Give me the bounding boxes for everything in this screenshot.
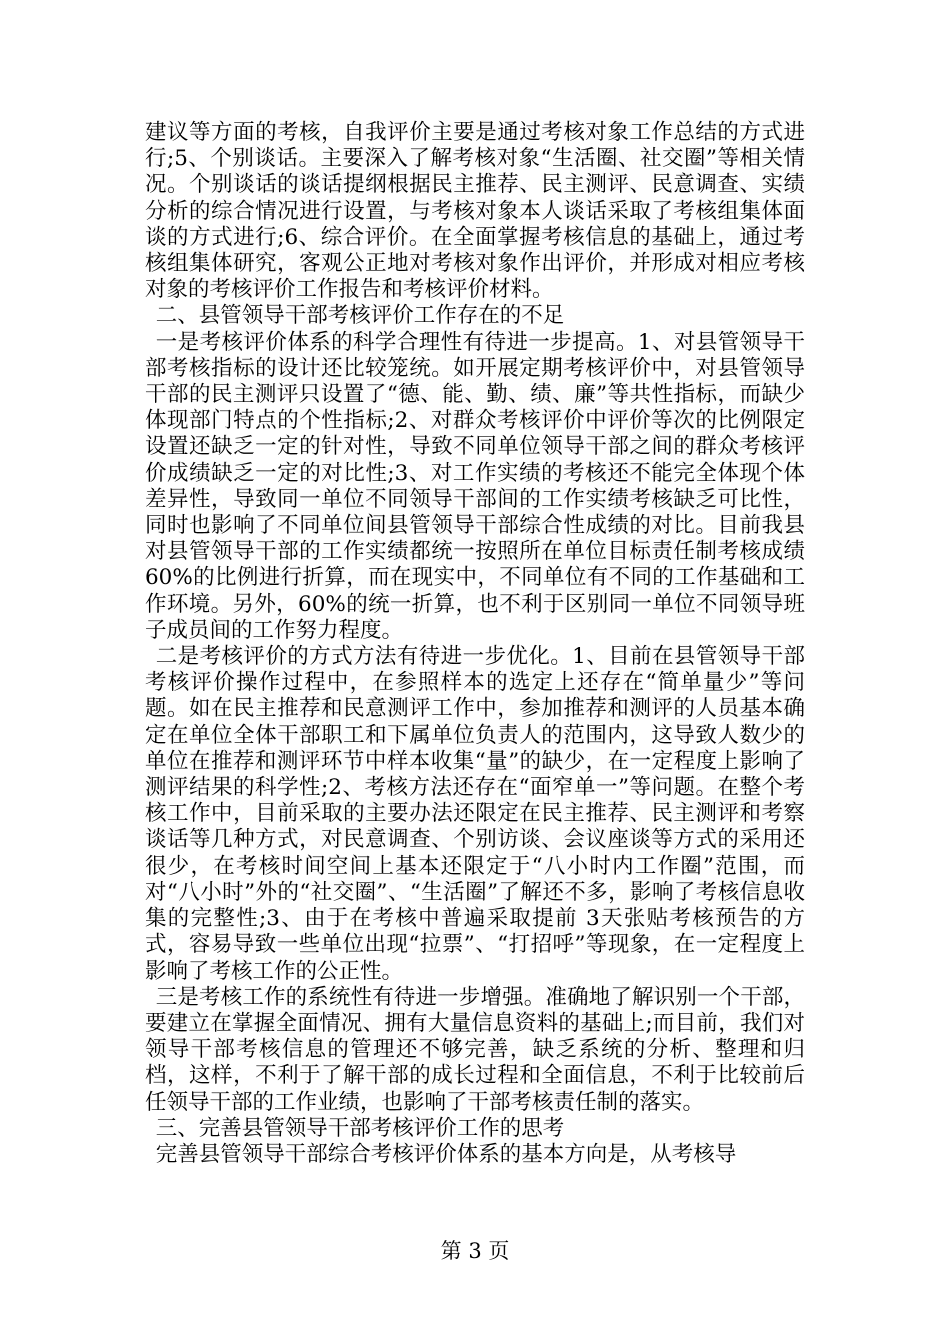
section-heading-thoughts: 三、完善县管领导干部考核评价工作的思考 (155, 1115, 565, 1141)
page-number: 第 3 页 (440, 1239, 510, 1263)
section-heading-shortcomings: 二、县管领导干部考核评价工作存在的不足 (155, 303, 565, 329)
paragraph-shortcoming-2: 二是考核评价的方式方法有待进一步优化。1、目前在县管领导干部考核评价操作过程中，在参照样本的选定上还存在“简单量少”等问题。如在民主推荐和民意测评工作中，参加推荐和测评的人员基本确定在单位全体干部职工和下属单位负责人的范围内，这导致人数少的单位在推荐和测评环节中样本收集“量”的缺少，在一定程度上影响了测评结果的科学性;2、考核方法还存在“面窄单一”等问题。在整个考核工作中，目前采取的主要办法还限定在民主推荐、民主测评和考察谈话等几种方式，对民意调查、个别访谈、会议座谈等方式的采用还很少，在考核时间空间上基本还限定于“八小时内工作圈”范围，而对“八小时”外的“社交圈”、“生活圈”了解还不多，影响了考核信息收集的完整性;3、由于在考核中普遍采取提前 3天张贴考核预告的方式，容易导致一些单位出现“拉票”、“打招呼”等现象，在一定程度上影响了考核工作的公正性。 (145, 644, 806, 984)
paragraph-shortcoming-3: 三是考核工作的系统性有待进一步增强。准确地了解识别一个干部，要建立在掌握全面情况、拥有大量信息资料的基础上;而目前，我们对领导干部考核信息的管理还不够完善，缺乏系统的分析、整理和归档，这样，不利于了解干部的成长过程和全面信息，不利于比较前后任领导干部的工作业绩，也影响了干部考核责任制的落实。 (145, 984, 805, 1115)
paragraph-shortcoming-1: 一是考核评价体系的科学合理性有待进一步提高。1、对县管领导干部考核指标的设计还比较笼统。如开展定期考核评价中，对县管领导干部的民主测评只设置了“德、能、勤、绩、廉”等共性指标，而缺少体现部门特点的个性指标;2、对群众考核评价中评价等次的比例限定设置还缺乏一定的针对性，导致不同单位领导干部之间的群众考核评价成绩缺乏一定的对比性;3、对工作实绩的考核还不能完全体现个体差异性，导致同一单位不同领导干部间的工作实绩考核缺乏可比性，同时也影响了不同单位间县管领导干部综合性成绩的对比。目前我县对县管领导干部的工作实绩都统一按照所在单位目标责任制考核成绩 60%的比例进行折算，而在现实中，不同单位有不同的工作基础和工作环境。另外，60%的统一折算，也不利于区别同一单位不同领导班子成员间的工作努力程度。 (145, 329, 805, 643)
paragraph-assessment-methods: 建议等方面的考核，自我评价主要是通过考核对象工作总结的方式进行;5、个别谈话。主要深入了解考核对象“生活圈、社交圈”等相关情况。个别谈话的谈话提纲根据民主推荐、民主测评、民意调查、实绩分析的综合情况进行设置，与考核对象本人谈话采取了考核组集体面谈的方式进行;6、综合评价。在全面掌握考核信息的基础上，通过考核组集体研究，客观公正地对考核对象作出评价，并形成对相应考核对象的考核评价工作报告和考核评价材料。 (145, 120, 805, 303)
paragraph-thoughts-start: 完善县管领导干部综合考核评价体系的基本方向是，从考核导 (155, 1141, 737, 1167)
document-body (145, 120, 805, 1168)
